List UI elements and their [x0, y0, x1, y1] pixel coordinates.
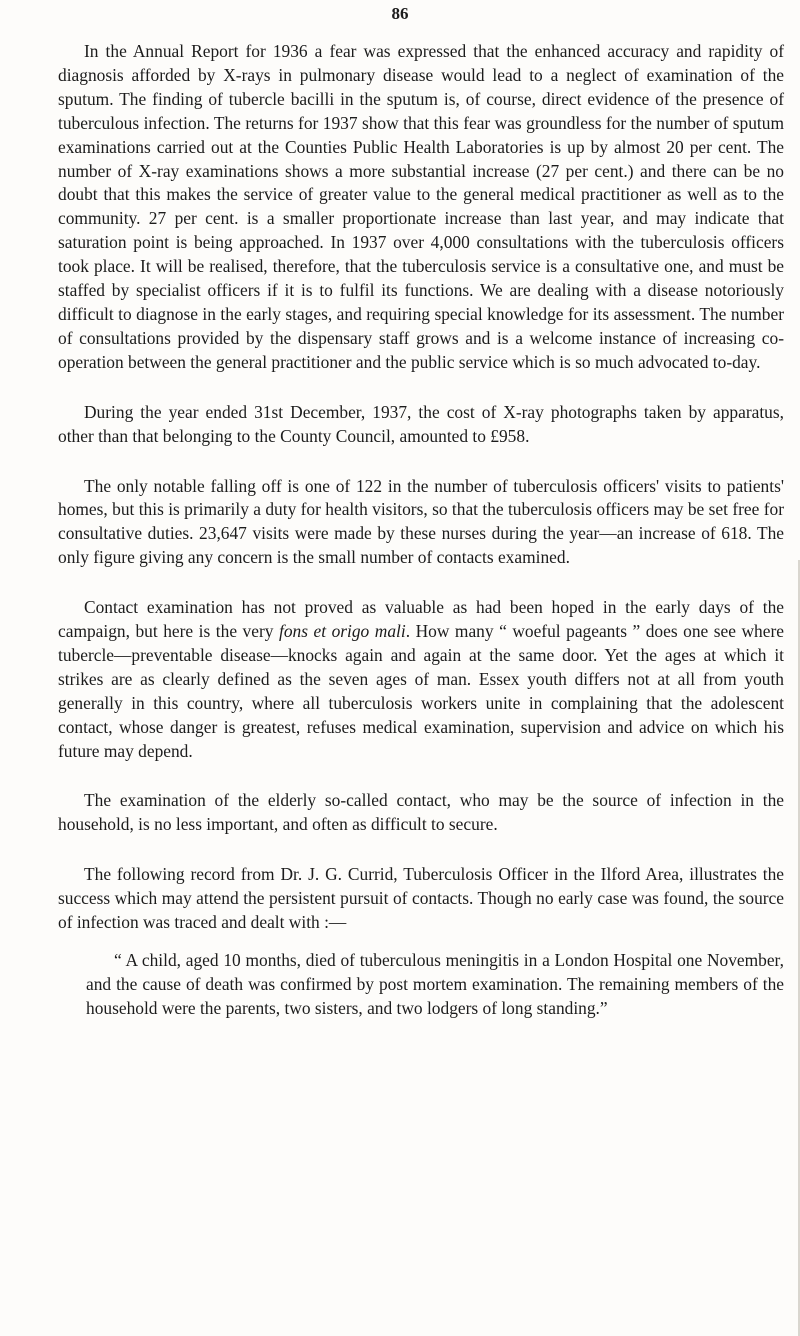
quoted-case-record: “ A child, aged 10 months, died of tuberculous meningitis in a London Hospital one November, and the cause of death was confirmed by post mortem examination. The remaining members of the household were the parents, two sisters, and two lodgers of long standing.” [86, 950, 784, 1018]
contact-text-before: Contact examination has not proved as valuable as had been hoped in the early days of the campaign, but here is the very [58, 597, 784, 642]
paragraph-xray-sputum: In the Annual Report for 1936 a fear was expressed that the enhanced accuracy and rapidity of diagnosis afforded by X-rays in pulmonary disease would lead to a neglect of examination of the sputum. The finding of tubercle bacilli in the sputum is, of course, direct evidence of the presence of tuberculous infection. The returns for 1937 show that this fear was groundless for the number of sputum examinations carried out at the Counties Public Health Laboratories is up by almost 20 per cent. The number of X-ray examinations shows a more substantial increase (27 per cent.) and there can be no doubt that this makes the service of greater value to the general medical practitioner as well as to the community. 27 per cent. is a smaller proportionate increase than last year, and may indicate that saturation point is being approached. In 1937 over 4,000 consultations with the tuberculosis officers took place. It will be realised, therefore, that the tuberculosis service is a consultative one, and must be staffed by specialist officers if it is to fulfil its functions. We are dealing with a disease notoriously difficult to diagnose in the early stages, and requiring special knowledge for its assessment. The number of consultations provided by the dispensary staff grows and is a welcome instance of increasing co-operation between the general practitioner and the public service which is so much advocated to-day. [58, 41, 784, 372]
latin-phrase: fons et origo mali [278, 621, 406, 642]
body-text [58, 40, 784, 1047]
paragraph-home-visits: The only notable falling off is one of 122 in the number of tuberculosis officers' visits to patients' homes, but this is primarily a duty for health visitors, so that the tuberculosis officers may be set free for consultative duties. 23,647 visits were made by these nurses during the year—an increase of 618. The only figure giving any concern is the small number of contacts examined. [58, 475, 784, 568]
paragraph-contact-examination [58, 596, 784, 763]
paragraph-elderly-contact: The examination of the elderly so-called contact, who may be the source of infection in the household, is no less important, and often as difficult to secure. [58, 790, 784, 835]
paragraph-xray-cost: During the year ended 31st December, 1937, the cost of X-ray photographs taken by apparatus, other than that belonging to the County Council, amounted to £958. [58, 401, 784, 446]
page-number: 86 [391, 4, 409, 23]
contact-text-after: . How many “ woeful pageants ” does one see where tubercle—preventable disease—knocks again and again at the same door. Yet the ages at which it strikes are as clearly defined as the seven ages of man. Essex youth differs not at all from youth generally in this country, where all tuberculosis workers unite in complaining that the adolescent contact, whose danger is greatest, refuses medical examination, supervision and advice on which his future may depend. [58, 621, 784, 761]
paragraph-currid-record: The following record from Dr. J. G. Currid, Tuberculosis Officer in the Ilford Area, illustrates the success which may attend the persistent pursuit of contacts. Though no early case was found, the source of infection was traced and dealt with :— [58, 864, 784, 933]
